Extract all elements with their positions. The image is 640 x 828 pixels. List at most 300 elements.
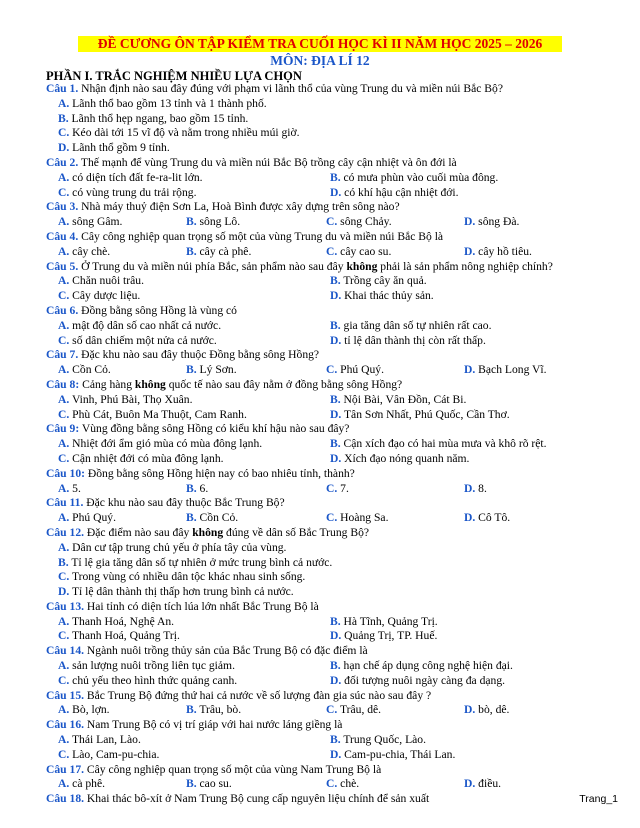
question-number: Câu 18. <box>46 792 85 806</box>
question-stem <box>46 260 606 275</box>
answer-option[interactable] <box>58 274 144 287</box>
answer-option[interactable] <box>326 482 349 495</box>
option-text: chè. <box>337 777 360 791</box>
question-number: Câu 5. <box>46 259 79 273</box>
option-letter: C. <box>58 747 70 761</box>
question-stem <box>46 304 606 319</box>
option-text: sông Đà. <box>475 215 520 229</box>
option-text: chủ yếu theo hình thức quảng canh. <box>69 673 238 687</box>
answer-option[interactable] <box>330 629 437 642</box>
answer-option-cell <box>330 733 426 748</box>
answer-option[interactable] <box>186 245 251 258</box>
answer-option[interactable] <box>330 615 438 628</box>
answer-option[interactable] <box>330 393 466 406</box>
answer-option[interactable] <box>58 777 105 790</box>
answer-option[interactable] <box>326 363 384 376</box>
option-text: đối tượng nuôi ngày càng đa dạng. <box>341 673 506 687</box>
answer-option-cell <box>464 777 501 792</box>
question-number: Câu 12. <box>46 525 85 539</box>
option-text: sông Chảy. <box>337 215 392 229</box>
option-text: Cô Tô. <box>475 511 511 525</box>
option-letter: A. <box>58 511 70 525</box>
answer-option-cell <box>58 408 247 423</box>
answer-option[interactable] <box>58 659 235 672</box>
option-letter: D. <box>330 407 342 421</box>
option-letter: D. <box>330 451 342 465</box>
answer-option[interactable] <box>464 245 532 258</box>
question-text: Cảng hàng không quốc tế nào sau đây nằm ở đồng bằng sông Hồng? <box>79 377 403 391</box>
answer-option-cell <box>326 482 349 497</box>
question-number: Câu 14. <box>46 644 85 658</box>
answer-option[interactable] <box>58 703 110 716</box>
answer-option-cell <box>58 289 140 304</box>
option-text: Cây dược liệu. <box>69 289 141 303</box>
answer-option-cell <box>326 215 392 230</box>
emphasis-word: không <box>346 259 378 273</box>
question-stem <box>46 496 606 511</box>
answer-option[interactable] <box>186 215 240 228</box>
option-letter: D. <box>464 363 476 377</box>
answer-option-cell <box>330 452 469 467</box>
answer-option-cell <box>58 703 110 718</box>
question-text: Hai tỉnh có diện tích lúa lớn nhất Bắc Trung Bộ là <box>84 599 319 613</box>
option-letter: B. <box>330 659 341 673</box>
answer-option-cell <box>464 511 510 526</box>
page-number: Trang_1 <box>579 793 618 805</box>
option-text: Tỉ lệ dân thành thị thấp hơn trung bình cả nước. <box>69 585 294 599</box>
answer-option[interactable] <box>58 186 196 199</box>
question-text: Đặc khu nào sau đây thuộc Đồng bằng sông Hồng? <box>78 348 320 362</box>
option-text: Phú Quý. <box>337 363 384 377</box>
question-number: Câu 4. <box>46 229 79 243</box>
option-letter: D. <box>330 185 342 199</box>
option-letter: A. <box>58 481 70 495</box>
option-text: Trâu, dê. <box>337 703 382 717</box>
answer-option-cell <box>58 186 196 201</box>
answer-option-row <box>46 334 606 349</box>
answer-option-cell <box>186 363 237 378</box>
answer-option-row <box>46 171 606 186</box>
answer-option[interactable] <box>58 674 237 687</box>
answer-option[interactable] <box>58 570 305 583</box>
option-text: Cận xích đạo có hai mùa mưa và khô rõ rệt. <box>340 437 547 451</box>
answer-option[interactable] <box>464 482 487 495</box>
option-letter: B. <box>186 703 197 717</box>
question-stem <box>46 526 606 541</box>
answer-option[interactable] <box>330 674 505 687</box>
question-stem <box>46 718 606 733</box>
answer-option-cell <box>330 629 437 644</box>
answer-option-cell <box>326 511 388 526</box>
option-text: Dân cư tập trung chủ yếu ở phía tây của vùng. <box>69 540 287 554</box>
option-text: Hà Tĩnh, Quảng Trị. <box>340 614 438 628</box>
answer-option[interactable] <box>58 482 81 495</box>
option-text: sông Gâm. <box>69 215 123 229</box>
answer-option-row <box>46 112 606 127</box>
option-text: Trung Quốc, Lào. <box>340 733 426 747</box>
option-letter: C. <box>326 481 338 495</box>
answer-option-row <box>46 541 606 556</box>
answer-option[interactable] <box>58 112 248 125</box>
option-letter: D. <box>464 703 476 717</box>
option-letter: C. <box>326 777 338 791</box>
option-letter: C. <box>326 703 338 717</box>
option-letter: B. <box>58 555 69 569</box>
question-text: Đặc điểm nào sau đây không đúng về dân số Bắc Trung Bộ? <box>84 525 370 539</box>
question-stem <box>46 348 606 363</box>
option-letter: D. <box>464 244 476 258</box>
answer-option[interactable] <box>58 126 300 139</box>
answer-option[interactable] <box>58 171 203 184</box>
option-letter: A. <box>58 318 70 332</box>
answer-option-cell <box>58 615 174 630</box>
option-text: có mưa phùn vào cuối mùa đông. <box>340 170 499 184</box>
option-letter: C. <box>326 511 338 525</box>
answer-option-row <box>46 733 606 748</box>
answer-option-cell <box>330 289 434 304</box>
answer-option-cell <box>58 629 180 644</box>
answer-option-cell <box>330 171 498 186</box>
answer-option-cell <box>326 777 359 792</box>
answer-option-row <box>46 97 606 112</box>
answer-option[interactable] <box>58 556 332 569</box>
option-text: Phú Quý. <box>69 511 116 525</box>
option-letter: C. <box>58 289 70 303</box>
question-number: Câu 2. <box>46 155 79 169</box>
answer-option-cell <box>330 334 486 349</box>
answer-option[interactable] <box>464 511 510 524</box>
answer-option-cell <box>58 659 235 674</box>
answer-option[interactable] <box>330 733 426 746</box>
answer-option[interactable] <box>58 408 247 421</box>
answer-option-cell <box>58 437 262 452</box>
answer-option[interactable] <box>58 319 221 332</box>
question-text: Khai thác bô-xít ở Nam Trung Bộ cung cấp nguyên liệu chính để sản xuất <box>84 792 430 806</box>
answer-option-cell <box>326 363 384 378</box>
answer-option[interactable] <box>464 363 547 376</box>
question-text: Cây công nghiệp quan trọng số một của vùng Trung du và miền núi Bắc Bộ là <box>78 229 444 243</box>
option-text: Hoàng Sa. <box>337 511 389 525</box>
option-letter: B. <box>330 318 341 332</box>
answer-option[interactable] <box>464 215 519 228</box>
option-letter: C. <box>58 126 70 140</box>
answer-option[interactable] <box>326 777 359 790</box>
option-text: Lãnh thổ gồm 9 tỉnh. <box>69 141 170 155</box>
answer-option-row <box>46 615 606 630</box>
option-letter: D. <box>58 585 70 599</box>
question-text: Nhận định nào sau đây đúng với phạm vi lãnh thổ của vùng Trung du và miền núi Bắc Bộ? <box>78 82 503 95</box>
answer-option[interactable] <box>330 289 434 302</box>
option-letter: B. <box>330 274 341 288</box>
option-text: Phù Cát, Buôn Ma Thuột, Cam Ranh. <box>69 407 247 421</box>
option-text: cây cà phê. <box>196 244 252 258</box>
question-stem <box>46 82 606 97</box>
answer-option-row <box>46 585 606 600</box>
section-heading: PHẦN I. TRẮC NGHIỆM NHIỀU LỰA CHỌN <box>46 69 302 83</box>
option-text: Lãnh thổ hẹp ngang, bao gồm 15 tỉnh. <box>68 111 249 125</box>
question-text: Nam Trung Bộ có vị trí giáp với hai nước láng giềng là <box>84 718 343 732</box>
answer-option-cell <box>330 659 513 674</box>
option-letter: D. <box>330 289 342 303</box>
answer-option[interactable] <box>326 703 381 716</box>
option-text: cây cao su. <box>337 244 392 258</box>
option-text: 5. <box>69 481 81 495</box>
answer-option[interactable] <box>330 186 459 199</box>
answer-option-cell <box>58 171 203 186</box>
option-text: số dân chiếm một nửa cả nước. <box>69 333 217 347</box>
answer-option[interactable] <box>58 452 224 465</box>
answer-option[interactable] <box>58 141 170 154</box>
option-text: Bò, lợn. <box>69 703 110 717</box>
question-text: Cây công nghiệp quan trọng số một của vùng Nam Trung Bộ là <box>84 762 382 776</box>
option-text: Thanh Hoá, Quảng Trị. <box>69 629 180 643</box>
option-text: có diện tích đất fe-ra-lit lớn. <box>69 170 203 184</box>
option-text: Khai thác thủy sản. <box>341 289 434 303</box>
answer-option[interactable] <box>464 703 509 716</box>
answer-option[interactable] <box>330 274 427 287</box>
option-text: Nhiệt đới ẩm gió mùa có mùa đông lạnh. <box>69 437 263 451</box>
option-letter: A. <box>58 540 70 554</box>
answer-option[interactable] <box>58 215 122 228</box>
answer-option-row <box>46 482 606 497</box>
option-letter: A. <box>58 274 70 288</box>
option-text: Bạch Long Vĩ. <box>475 363 547 377</box>
question-number: Câu 9: <box>46 422 80 436</box>
emphasis-word: không <box>134 377 166 391</box>
emphasis-word: không <box>192 525 224 539</box>
answer-option-row <box>46 659 606 674</box>
option-letter: A. <box>58 614 70 628</box>
option-letter: C. <box>58 407 70 421</box>
question-text: Nhà máy thuỷ điện Sơn La, Hoà Bình được xây dựng trên sông nào? <box>78 200 400 214</box>
option-letter: C. <box>58 185 70 199</box>
answer-option-row <box>46 703 606 718</box>
answer-option[interactable] <box>58 97 267 110</box>
option-letter: A. <box>58 437 70 451</box>
option-text: Lãnh thổ bao gồm 13 tỉnh và 1 thành phố. <box>69 96 267 110</box>
option-text: Cồn Cỏ. <box>196 511 239 525</box>
answer-option-cell <box>58 274 144 289</box>
question-stem <box>46 689 606 704</box>
option-letter: A. <box>58 215 70 229</box>
answer-option[interactable] <box>58 334 217 347</box>
answer-option[interactable] <box>58 541 286 554</box>
option-text: Quảng Trị, TP. Huế. <box>341 629 438 643</box>
answer-option-cell <box>58 452 224 467</box>
option-text: Thái Lan, Lào. <box>69 733 141 747</box>
option-text: Lào, Cam-pu-chia. <box>69 747 160 761</box>
answer-option-row <box>46 393 606 408</box>
document-title: ĐỀ CƯƠNG ÔN TẬP KIỂM TRA CUỐI HỌC KÌ II NĂM HỌC 2025 – 2026 <box>78 36 562 52</box>
option-letter: A. <box>58 96 70 110</box>
answer-option-cell <box>330 748 455 763</box>
option-letter: B. <box>186 363 197 377</box>
answer-option-row <box>46 126 606 141</box>
answer-option-row <box>46 141 606 156</box>
answer-option[interactable] <box>58 629 180 642</box>
answer-option-cell <box>330 393 466 408</box>
option-text: có vùng trung du trải rộng. <box>69 185 197 199</box>
answer-option[interactable] <box>58 615 174 628</box>
option-text: Chăn nuôi trâu. <box>69 274 144 288</box>
option-text: Tỉ lệ gia tăng dân số tự nhiên ở mức trung bình cả nước. <box>68 555 333 569</box>
answer-option[interactable] <box>58 748 159 761</box>
answer-option-cell <box>186 511 238 526</box>
option-letter: C. <box>58 451 70 465</box>
answer-option-row <box>46 674 606 689</box>
answer-option[interactable] <box>330 659 513 672</box>
answer-option[interactable] <box>58 363 111 376</box>
option-letter: B. <box>186 481 197 495</box>
answer-option[interactable] <box>186 511 238 524</box>
option-text: có khí hậu cận nhiệt đới. <box>341 185 459 199</box>
option-text: Vinh, Phú Bài, Thọ Xuân. <box>69 392 193 406</box>
option-letter: D. <box>330 673 342 687</box>
option-text: cây hồ tiêu. <box>475 244 532 258</box>
question-stem <box>46 156 606 171</box>
answer-option[interactable] <box>186 363 237 376</box>
question-number: Câu 7. <box>46 348 79 362</box>
option-text: Cận nhiệt đới có mùa đông lạnh. <box>69 451 224 465</box>
question-stem <box>46 600 606 615</box>
option-letter: A. <box>58 392 70 406</box>
option-letter: B. <box>58 111 69 125</box>
answer-option[interactable] <box>326 511 388 524</box>
answer-option[interactable] <box>330 437 547 450</box>
answer-option[interactable] <box>330 334 486 347</box>
option-letter: D. <box>330 629 342 643</box>
option-text: 8. <box>475 481 487 495</box>
option-text: Lý Sơn. <box>196 363 237 377</box>
answer-option-row <box>46 452 606 467</box>
answer-option[interactable] <box>326 215 392 228</box>
question-stem <box>46 467 606 482</box>
option-text: sông Lô. <box>196 215 241 229</box>
answer-option-cell <box>58 511 116 526</box>
answer-option-cell <box>186 703 241 718</box>
answer-option[interactable] <box>58 437 262 450</box>
answer-option-cell <box>58 215 122 230</box>
answer-option-cell <box>58 334 217 349</box>
subject-title: MÔN: ĐỊA LÍ 12 <box>270 53 370 68</box>
question-number: Câu 11. <box>46 496 84 510</box>
question-stem <box>46 763 606 778</box>
option-letter: B. <box>330 170 341 184</box>
answer-option[interactable] <box>58 393 192 406</box>
answer-option-cell <box>464 482 487 497</box>
answer-option-cell <box>464 703 509 718</box>
answer-option-row <box>46 570 606 585</box>
option-text: 7. <box>337 481 349 495</box>
answer-option-cell <box>326 245 391 260</box>
answer-option[interactable] <box>330 452 469 465</box>
answer-option-row <box>46 629 606 644</box>
option-text: sản lượng nuôi trồng liên tục giảm. <box>69 659 235 673</box>
question-text: Ngành nuôi trồng thủy sản của Bắc Trung Bộ có đặc điểm là <box>84 644 368 658</box>
answer-option[interactable] <box>58 733 141 746</box>
answer-option[interactable] <box>186 482 208 495</box>
option-text: Cồn Cỏ. <box>69 363 111 377</box>
option-letter: C. <box>326 363 338 377</box>
answer-option[interactable] <box>326 245 391 258</box>
answer-option[interactable] <box>58 511 116 524</box>
option-letter: B. <box>186 511 197 525</box>
option-letter: D. <box>464 481 476 495</box>
option-text: 6. <box>196 481 209 495</box>
answer-option-row <box>46 748 606 763</box>
answer-option-row <box>46 408 606 423</box>
option-letter: B. <box>186 215 197 229</box>
answer-option-cell <box>330 274 427 289</box>
option-letter: B. <box>186 244 197 258</box>
answer-option-cell <box>58 748 159 763</box>
option-text: gia tăng dân số tự nhiên rất cao. <box>340 318 492 332</box>
answer-option-cell <box>330 319 491 334</box>
option-text: hạn chế áp dụng công nghệ hiện đại. <box>340 659 513 673</box>
option-letter: D. <box>330 747 342 761</box>
question-number: Câu 16. <box>46 718 85 732</box>
question-stem <box>46 422 606 437</box>
question-stem <box>46 792 606 807</box>
answer-option-cell <box>330 615 438 630</box>
question-number: Câu 1. <box>46 82 79 95</box>
answer-option-cell <box>326 703 381 718</box>
option-text: Trâu, bò. <box>196 703 242 717</box>
answer-option-row <box>46 186 606 201</box>
option-text: Xích đạo nóng quanh năm. <box>341 451 470 465</box>
answer-option-cell <box>464 245 532 260</box>
question-number: Câu 10: <box>46 466 85 480</box>
option-letter: D. <box>464 215 476 229</box>
question-text: Đặc khu nào sau đây thuộc Bắc Trung Bộ? <box>83 496 285 510</box>
answer-option-row <box>46 289 606 304</box>
question-stem <box>46 230 606 245</box>
option-letter: D. <box>464 511 476 525</box>
question-text: Ở Trung du và miền núi phía Bắc, sản phẩm nào sau đây không phải là sản phẩm nông nghiệp chính? <box>78 259 553 273</box>
option-letter: C. <box>326 215 338 229</box>
answer-option-cell <box>186 215 240 230</box>
option-letter: D. <box>464 777 476 791</box>
answer-option[interactable] <box>58 245 110 258</box>
answer-option[interactable] <box>464 777 501 790</box>
answer-option[interactable] <box>186 703 241 716</box>
answer-option-cell <box>58 482 81 497</box>
answer-option[interactable] <box>58 585 294 598</box>
answer-option-row <box>46 511 606 526</box>
answer-option-row <box>46 363 606 378</box>
option-letter: C. <box>58 570 70 584</box>
question-text: Bắc Trung Bộ đứng thứ hai cả nước về số lượng đàn gia súc nào sau đây ? <box>84 688 432 702</box>
answer-option[interactable] <box>58 289 140 302</box>
answer-option-cell <box>330 186 459 201</box>
answer-option[interactable] <box>330 171 498 184</box>
option-letter: C. <box>58 673 70 687</box>
option-letter: D. <box>330 333 342 347</box>
option-letter: C. <box>326 244 338 258</box>
answer-option[interactable] <box>186 777 232 790</box>
answer-option[interactable] <box>330 748 455 761</box>
answer-option-cell <box>330 674 505 689</box>
question-number: Câu 15. <box>46 688 85 702</box>
answer-option-cell <box>330 437 547 452</box>
answer-option-cell <box>58 777 105 792</box>
question-stem <box>46 644 606 659</box>
answer-option-row <box>46 319 606 334</box>
answer-option-cell <box>58 733 141 748</box>
answer-option[interactable] <box>330 319 491 332</box>
option-text: Nội Bài, Vân Đồn, Cát Bi. <box>340 392 467 406</box>
answer-option[interactable] <box>330 408 510 421</box>
